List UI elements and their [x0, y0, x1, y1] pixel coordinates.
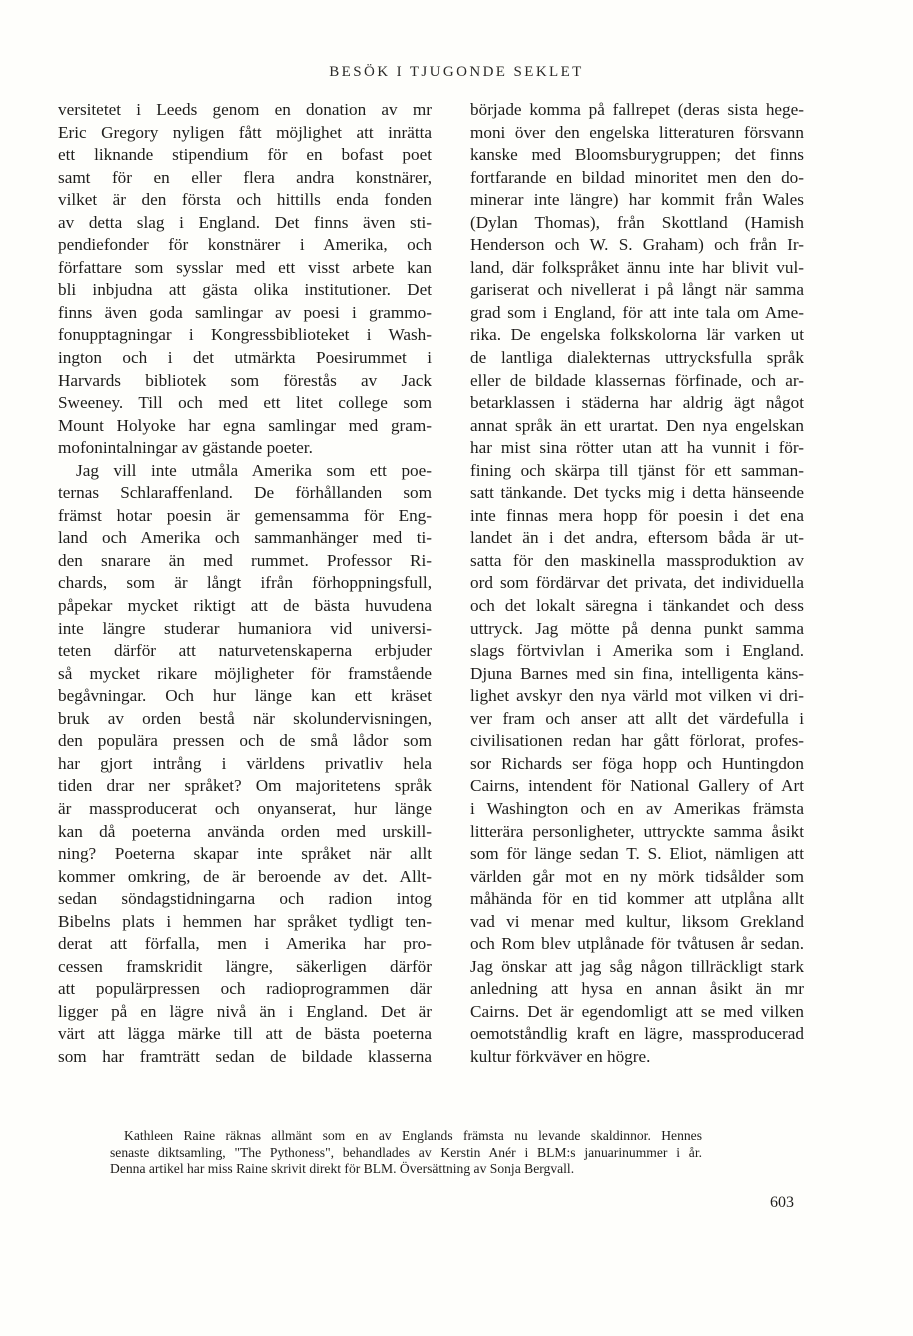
page-number: 603 [770, 1194, 794, 1211]
text-line: ligger på en lägre nivå än i England. Det är [58, 1001, 432, 1021]
text-line: så mycket rikare möjligheter för framstående [58, 663, 432, 683]
text-line: cessen framskridit längre, säkerligen därför [58, 956, 432, 976]
right-column [470, 99, 804, 1069]
text-line: grad som i England, för att inte tala om Ame- [470, 302, 804, 322]
text-line: satt tänkande. Det tycks mig i detta hänseende [470, 483, 804, 503]
text-line: civilisationen redan har gått förlorat, profes- [470, 731, 804, 751]
text-line: betarklassen i städerna har aldrig ägt något [470, 393, 804, 413]
text-line: finns även goda samlingar av poesi i grammo- [58, 302, 432, 322]
text-line: kanske med Bloomsburygruppen; det finns [470, 145, 804, 165]
text-line: ington och i det utmärkta Poesirummet i [58, 348, 432, 368]
text-line: oemotståndlig kraft en lägre, massproducerad [470, 1024, 804, 1044]
text-line: har mist sina rötter utan att ha vunnit i för- [470, 438, 804, 458]
text-line: den snarare än med rummet. Professor Ri- [58, 550, 432, 570]
text-line: ord som fördärvar det privata, det individuella [470, 573, 804, 593]
text-line: Bibelns plats i hemmen har språket tydligt ten- [58, 911, 432, 931]
footnote-line: Kathleen Raine räknas allmänt som en av Englands främsta nu levande skaldinnor. Hennes [124, 1128, 702, 1143]
text-line: värt att lägga märke till att de bästa poeterna [58, 1024, 432, 1044]
text-line: Eric Gregory nyligen fått möjlighet att inrätta [58, 122, 432, 142]
text-line: Sweeney. Till och med ett litet college som [58, 393, 432, 413]
text-line: derat att förfalla, men i Amerika har pro- [58, 934, 432, 954]
text-line: författare som sysslar med ett visst arbete kan [58, 257, 432, 277]
text-line: de lantliga dialekternas uttrycksfulla språk [470, 348, 804, 368]
text-line: den populära pressen och de små lådor som [58, 731, 432, 751]
text-line: inte längre studerar humaniora vid universi- [58, 618, 432, 638]
paragraph-end-line: mofonintalningar av gästande poeter. [58, 438, 313, 458]
text-line: Harvards bibliotek som förestås av Jack [58, 370, 432, 390]
text-line: anledning att hysa en annan åsikt än mr [470, 979, 804, 999]
text-line: bli inbjudna att gästa olika institutioner. Det [58, 280, 432, 300]
text-line: började komma på fallrepet (deras sista hege- [470, 100, 804, 119]
text-line: land, där folkspråket ännu inte har blivit vul- [470, 257, 804, 277]
text-line: ett liknande stipendium för en bofast poet [58, 145, 432, 165]
text-line: fortfarande en bildad minoritet men den do- [470, 167, 804, 187]
text-line: vad vi menar med kultur, liksom Grekland [470, 911, 804, 931]
text-line: ver fram och anser att allt det värdefulla i [470, 708, 804, 728]
text-line: som för länge sedan T. S. Eliot, nämligen att [470, 844, 804, 864]
text-line: Cairns. Det är egendomligt att se med vilken [470, 1001, 804, 1021]
text-line: sedan söndagstidningarna och radion intog [58, 889, 432, 909]
text-line: i Washington och en av Amerikas främsta [470, 798, 804, 818]
footnote-line: senaste diktsamling, "The Pythoness", behandlades av Kerstin Anér i BLM:s januarinummer i år. [110, 1144, 702, 1160]
text-line: gariserat och nivellerat i på långt när samma [470, 280, 804, 300]
text-line: Henderson och W. S. Graham) och från Ir- [470, 235, 804, 255]
text-line: och det lokalt säregna i tänkandet och dess [470, 596, 804, 616]
text-line: världen går mot en ny mörk tidsålder som [470, 866, 804, 886]
text-line: pendiefonder för konstnärer i Amerika, och [58, 235, 432, 255]
text-line: uttryck. Jag mötte på denna punkt samma [470, 618, 804, 638]
text-line: tiden drar ner språket? Om majoritetens språk [58, 776, 432, 796]
text-line: moni över den engelska litteraturen försvann [470, 122, 804, 142]
text-line: att populärpressen och radioprogrammen där [58, 979, 432, 999]
text-line: chards, som är långt ifrån förhoppningsfull, [58, 573, 432, 593]
text-line: satta för den maskinella massproduktion av [470, 550, 804, 570]
footnote-line: Denna artikel har miss Raine skrivit direkt för BLM. Översättning av Sonja Bergvall. [110, 1161, 575, 1177]
text-line: annat språk än ett urartat. Den nya engelskan [470, 415, 804, 435]
text-line: bruk av orden bestå när skolundervisningen, [58, 708, 432, 728]
text-line: fonupptagningar i Kongressbiblioteket i Wash- [58, 325, 432, 345]
text-line: kan då poeterna använda orden med urskill- [58, 821, 432, 841]
text-line: har gjort intrång i världens privatliv hela [58, 753, 432, 773]
text-line: av detta slag i England. Det finns även sti- [58, 212, 432, 232]
text-line: rika. De engelska folkskolorna lär varken ut [470, 325, 804, 345]
text-line: teten därför att naturvetenskaperna erbjuder [58, 641, 432, 661]
text-line: Djuna Barnes med sin fina, intelligenta käns- [470, 663, 804, 683]
text-line: eller de bildade klassernas förfinade, och ar- [470, 370, 804, 390]
text-line: vilket är den första och hittills enda fonden [58, 190, 432, 210]
text-line: inte finnas mera hopp för poesin i det ena [470, 505, 804, 525]
text-line: måhända för en tid kommer att utplåna allt [470, 889, 804, 909]
text-line: begåvningar. Och hur länge kan ett kräset [58, 686, 432, 706]
text-line: Cairns, intendent för National Gallery of Art [470, 776, 804, 796]
left-column [58, 99, 432, 1069]
text-line: (Dylan Thomas), från Skottland (Hamish [470, 212, 804, 232]
text-line: lighet avskyr den nya värld mot vilken vi dri- [470, 686, 804, 706]
text-line: minerar inte längre) har kommit från Wales [470, 190, 804, 210]
text-line: land och Amerika och sammanhänger med ti- [58, 528, 432, 548]
text-line: Jag önskar att jag såg någon tillräckligt stark [470, 956, 804, 976]
text-line: versitetet i Leeds genom en donation av mr [58, 100, 432, 119]
text-line: sor Richards ser föga hopp och Huntingdon [470, 753, 804, 773]
author-footnote [110, 1128, 702, 1178]
text-line: landet än i det andra, eftersom båda är ut- [470, 528, 804, 548]
text-line: Mount Holyoke har egna samlingar med gram- [58, 415, 432, 435]
text-line: som har framträtt sedan de bildade klasserna [58, 1046, 432, 1066]
paragraph-start-line: Jag vill inte utmåla Amerika som ett poe- [76, 460, 432, 480]
text-line: ning? Poeterna skapar inte språket när allt [58, 844, 432, 864]
text-line: påpekar mycket riktigt att de bästa huvudena [58, 596, 432, 616]
text-line: ternas Schlaraffenland. De förhållanden som [58, 483, 432, 503]
text-line: är massproducerat och onyanserat, hur länge [58, 798, 432, 818]
text-line: slags förtvivlan i Amerika som i England. [470, 641, 804, 661]
running-head: BESÖK I TJUGONDE SEKLET [329, 64, 584, 80]
paragraph-end-line: kultur förkväver en högre. [470, 1046, 651, 1066]
text-line: samt för en eller flera andra konstnärer, [58, 167, 432, 187]
text-line: litterära personligheter, uttryckte samma åsikt [470, 821, 804, 841]
text-line: främst hotar poesin är gemensamma för Eng- [58, 505, 432, 525]
text-line: och Rom blev utplånade för tvåtusen år sedan. [470, 934, 804, 954]
text-line: kommer omkring, de är beroende av det. Allt- [58, 866, 432, 886]
text-line: fining och skärpa till tjänst för ett samman- [470, 460, 804, 480]
